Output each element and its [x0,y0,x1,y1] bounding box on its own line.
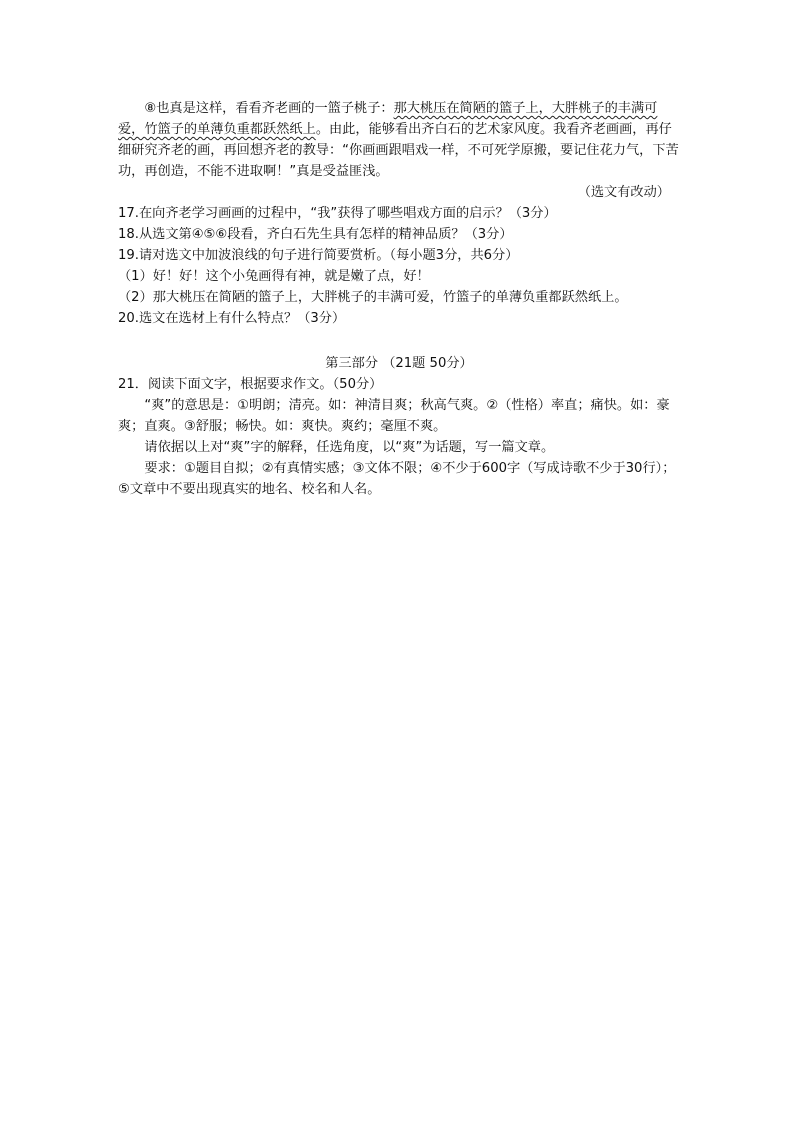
passage-paragraph-8 [118,98,680,182]
passage-lead: ⑧也真是这样，看看齐老画的一篮子桃子： [144,101,394,116]
question-21: 21．阅读下面文字，根据要求作文。（50分） [118,377,383,392]
essay-instruction: 请依据以上对“爽”字的解释，任选角度，以“爽”为话题，写一篇文章。 [144,440,555,455]
question-18: 18.从选文第④⑤⑥段看，齐白石先生具有怎样的精神品质？（3分） [118,227,513,242]
passage-wavy-sentence: 那大桃压在简陋的篮子上，大胖桃子的丰满可爱，竹篮子的单薄负重都跃然纸上 [118,101,658,137]
question-19-sub-2: （2）那大桃压在简陋的篮子上，大胖桃子的丰满可爱，竹篮子的单薄负重都跃然纸上。 [118,290,628,305]
question-19-sub-1: （1）好！好！这个小兔画得有神，就是嫩了点，好！ [118,269,430,284]
source-note: （选文有改动） [577,185,670,200]
essay-requirements: 要求：①题目自拟；②有真情实感；③文体不限；④不少于600字（写成诗歌不少于30行）；⑤文章中不要出现真实的地名、校名和人名。 [118,461,676,497]
question-17: 17.在向齐老学习画画的过程中，“我”获得了哪些唱戏方面的启示？（3分） [118,206,557,221]
passage-tail: 。由此，能够看出齐白石的艺术家风度。我看齐老画画，再仔细研究齐老的画，再回想齐老的教导：“你画画跟唱戏一样，不可死学原搬，要记住花力气，下苦功，再创造，不能不进取啊！”真是受益匪浅。 [118,122,679,179]
question-19: 19.请对选文中加波浪线的句子进行简要赏析。（每小题3分，共6分） [118,248,519,263]
part-three-title: 第三部分 （21题 50分） [325,356,473,371]
shuang-definition: “爽”的意思是：①明朗；清亮。如：神清目爽；秋高气爽。②（性格）率直；痛快。如：豪爽；直爽。③舒服；畅快。如：爽快。爽约；毫厘不爽。 [118,398,670,434]
exam-page [118,98,680,500]
question-20: 20.选文在选材上有什么特点？（3分） [118,311,346,326]
